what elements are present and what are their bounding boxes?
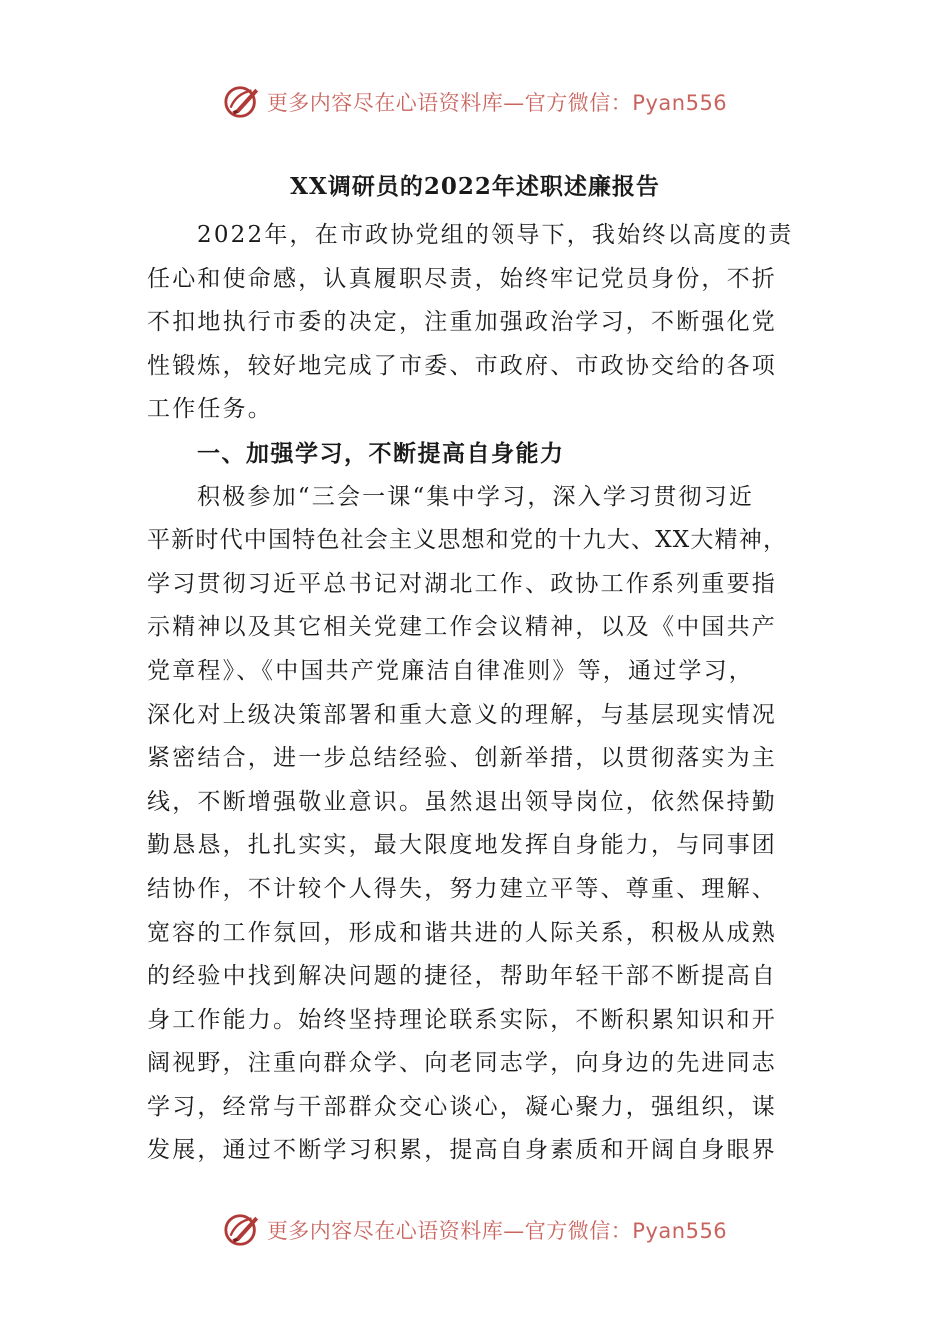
text-line: 工作任务。	[147, 396, 273, 423]
text-line: 紧密结合，进一步总结经验、创新举措，以贯彻落实为主	[147, 745, 777, 772]
text-line: 2022年，在市政协党组的领导下，我始终以高度的责	[197, 222, 794, 248]
text-line: 不扣地执行市委的决定，注重加强政治学习，不断强化党	[147, 309, 777, 336]
text-line: 勤恳恳，扎扎实实，最大限度地发挥自身能力，与同事团	[147, 832, 777, 859]
text-line: 深化对上级决策部署和重大意义的理解，与基层现实情况	[147, 701, 777, 728]
pen-logo-icon	[223, 1211, 261, 1249]
watermark-text: 更多内容尽在心语资料库—官方微信：Pyan556	[266, 91, 728, 115]
text-line: 学习，经常与干部群众交心谈心，凝心聚力，强组织，谋	[147, 1093, 777, 1120]
section-heading: 一、加强学习，不断提高自身能力	[197, 439, 565, 467]
text-line: 党章程》、《中国共产党廉洁自律准则》等，通过学习，	[147, 657, 754, 684]
text-line: 发展，通过不断学习积累，提高自身素质和开阔自身眼界	[147, 1137, 777, 1164]
text-line: 任心和使命感，认真履职尽责，始终牢记党员身份，不折	[147, 265, 777, 292]
text-line: 的经验中找到解决问题的捷径，帮助年轻干部不断提高自	[147, 963, 777, 990]
text-line: 结协作，不计较个人得失，努力建立平等、尊重、理解、	[147, 875, 777, 902]
text-line: 阔视野，注重向群众学、向老同志学，向身边的先进同志	[147, 1050, 777, 1077]
text-line: 身工作能力。始终坚持理论联系实际，不断积累知识和开	[147, 1006, 777, 1033]
watermark-text: 更多内容尽在心语资料库—官方微信：Pyan556	[266, 1219, 728, 1243]
text-line: 宽容的工作氛回，形成和谐共进的人际关系，积极从成熟	[147, 919, 777, 946]
paragraph-intro	[147, 214, 817, 1173]
text-line: 线，不断增强敬业意识。虽然退出领导岗位，依然保持勤	[147, 788, 777, 815]
text-line: 学习贯彻习近平总书记对湖北工作、政协工作系列重要指	[147, 570, 777, 597]
text-line: 示精神以及其它相关党建工作会议精神，以及《中国共产	[147, 614, 777, 641]
text-line: 积极参加“三会一课“集中学习，深入学习贯彻习近	[197, 483, 755, 510]
pen-logo-icon	[223, 83, 261, 121]
watermark-banner-bottom	[0, 1206, 950, 1254]
text-line: 性锻炼，较好地完成了市委、市政府、市政协交给的各项	[147, 352, 777, 379]
document-title: XX调研员的2022年述职述廉报告	[290, 173, 660, 200]
watermark-banner-top	[0, 78, 950, 126]
text-line: 平新时代中国特色社会主义思想和党的十九大、XX大精神，	[147, 527, 788, 554]
